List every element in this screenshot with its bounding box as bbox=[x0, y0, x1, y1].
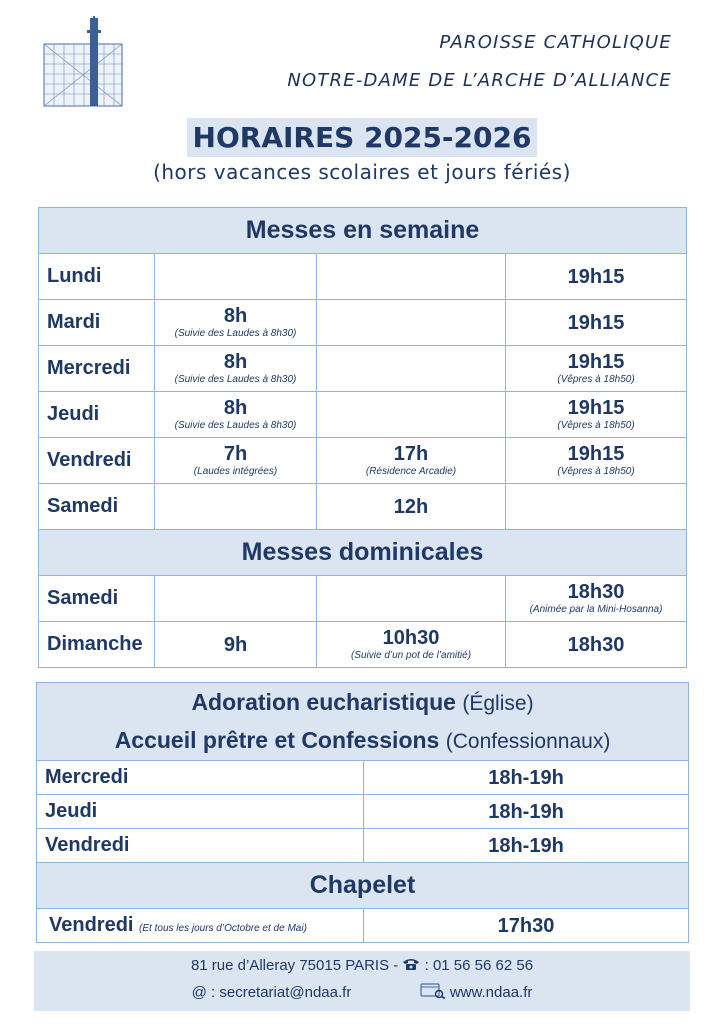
website[interactable]: www.ndaa.fr bbox=[449, 983, 533, 1001]
mass-cell-time: 17h bbox=[393, 443, 429, 465]
church-logo-icon bbox=[42, 16, 124, 108]
mass-cell-note: (Laudes intégrées) bbox=[193, 466, 278, 477]
mass-cell bbox=[506, 438, 687, 484]
weekday-rows bbox=[39, 254, 687, 530]
day-label: Mercredi bbox=[39, 346, 155, 392]
mass-cell-time: 10h30 bbox=[382, 627, 440, 649]
day-label: Samedi bbox=[39, 576, 155, 622]
footer bbox=[34, 951, 690, 1011]
mass-cell bbox=[317, 438, 506, 484]
day-label: Jeudi bbox=[39, 392, 155, 438]
mass-cell-time: 19h15 bbox=[567, 443, 625, 465]
mass-cell bbox=[317, 484, 506, 530]
footer-contact-line bbox=[34, 983, 690, 1003]
section-weekday-masses: Messes en semaine bbox=[39, 208, 687, 254]
email[interactable]: @ : secretariat@ndaa.fr bbox=[191, 983, 352, 1001]
adoration-heading: Adoration eucharistique (Église) bbox=[191, 688, 534, 715]
mass-cell-note: (Suivie d’un pot de l’amitié) bbox=[350, 650, 472, 661]
mass-cell bbox=[317, 300, 506, 346]
chapelet-row bbox=[37, 909, 689, 943]
parish-type: PAROISSE CATHOLIQUE bbox=[439, 32, 672, 53]
mass-cell-time: 18h30 bbox=[567, 581, 625, 603]
table-row bbox=[37, 761, 689, 795]
mass-cell bbox=[506, 300, 687, 346]
mass-cell bbox=[506, 576, 687, 622]
mass-cell bbox=[155, 346, 317, 392]
day-label: Mardi bbox=[39, 300, 155, 346]
section-chapelet: Chapelet bbox=[37, 863, 689, 909]
table-row bbox=[39, 576, 687, 622]
time-value: 18h-19h bbox=[364, 795, 689, 829]
chapelet-day-note: (Et tous les jours d’Octobre et de Mai) bbox=[139, 923, 307, 934]
time-value: 18h-19h bbox=[364, 761, 689, 795]
mass-cell bbox=[506, 392, 687, 438]
table-row bbox=[39, 392, 687, 438]
page-title: HORAIRES 2025-2026 bbox=[187, 118, 538, 157]
mass-cell bbox=[506, 484, 687, 530]
mass-cell-time: 12h bbox=[393, 495, 429, 518]
page-title-wrap bbox=[0, 118, 724, 157]
mass-cell bbox=[155, 392, 317, 438]
mass-cell bbox=[155, 438, 317, 484]
chapelet-day: Vendredi bbox=[49, 914, 134, 936]
table-row bbox=[39, 300, 687, 346]
mass-cell-time: 7h bbox=[223, 443, 248, 465]
mass-cell-time: 19h15 bbox=[567, 265, 625, 288]
section-sunday-masses: Messes dominicales bbox=[39, 530, 687, 576]
day-label: Samedi bbox=[39, 484, 155, 530]
day-label: Dimanche bbox=[39, 622, 155, 668]
day-label: Vendredi bbox=[39, 438, 155, 484]
phone-number[interactable]: : 01 56 56 62 56 bbox=[424, 957, 534, 974]
time-value: 18h-19h bbox=[364, 829, 689, 863]
mass-cell bbox=[317, 622, 506, 668]
day-label: Vendredi bbox=[37, 829, 364, 863]
mass-cell bbox=[317, 346, 506, 392]
table-row bbox=[37, 829, 689, 863]
day-label: Jeudi bbox=[37, 795, 364, 829]
website-icon bbox=[420, 983, 446, 1003]
table-row bbox=[37, 795, 689, 829]
mass-cell-time: 9h bbox=[223, 633, 248, 656]
address: 81 rue d’Alleray 75015 PARIS - bbox=[190, 957, 399, 974]
mass-cell bbox=[317, 254, 506, 300]
mass-cell-time: 19h15 bbox=[567, 351, 625, 373]
mass-cell-note: (Vêpres à 18h50) bbox=[557, 466, 635, 477]
mass-cell bbox=[155, 576, 317, 622]
footer-address-line bbox=[34, 957, 690, 975]
telephone-icon bbox=[402, 957, 420, 975]
mass-cell-time: 8h bbox=[223, 351, 248, 373]
table-row bbox=[39, 438, 687, 484]
mass-cell bbox=[317, 392, 506, 438]
mass-cell-note: (Vêpres à 18h50) bbox=[557, 374, 635, 385]
table-row bbox=[39, 346, 687, 392]
adoration-table bbox=[36, 682, 689, 943]
confession-heading: Accueil prêtre et Confessions (Confessionnaux) bbox=[114, 726, 611, 753]
mass-cell-time: 19h15 bbox=[567, 311, 625, 334]
parish-name: NOTRE-DAME DE L’ARCHE D’ALLIANCE bbox=[287, 70, 672, 91]
mass-cell-time: 8h bbox=[223, 397, 248, 419]
chapelet-time: 17h30 bbox=[364, 909, 689, 943]
mass-cell-note: (Suivie des Laudes à 8h30) bbox=[174, 374, 297, 385]
mass-cell bbox=[155, 300, 317, 346]
mass-cell bbox=[155, 622, 317, 668]
mass-cell-note: (Résidence Arcadie) bbox=[365, 466, 457, 477]
mass-cell bbox=[506, 346, 687, 392]
page-subtitle: (hors vacances scolaires et jours fériés) bbox=[153, 160, 571, 184]
mass-cell bbox=[506, 254, 687, 300]
mass-cell-time: 8h bbox=[223, 305, 248, 327]
mass-cell bbox=[155, 254, 317, 300]
table-row bbox=[39, 622, 687, 668]
mass-cell-time: 19h15 bbox=[567, 397, 625, 419]
adoration-rows bbox=[37, 761, 689, 863]
mass-cell bbox=[317, 576, 506, 622]
mass-cell bbox=[506, 622, 687, 668]
table-row bbox=[39, 254, 687, 300]
mass-cell-time: 18h30 bbox=[567, 633, 625, 656]
mass-cell-note: (Suivie des Laudes à 8h30) bbox=[174, 420, 297, 431]
masses-table bbox=[38, 207, 687, 668]
table-row bbox=[39, 484, 687, 530]
day-label: Lundi bbox=[39, 254, 155, 300]
mass-cell-note: (Vêpres à 18h50) bbox=[557, 420, 635, 431]
mass-cell-note: (Suivie des Laudes à 8h30) bbox=[174, 328, 297, 339]
section-adoration bbox=[37, 683, 689, 761]
day-label: Mercredi bbox=[37, 761, 364, 795]
mass-cell bbox=[155, 484, 317, 530]
chapelet-day-cell bbox=[37, 909, 364, 943]
mass-cell-note: (Animée par la Mini-Hosanna) bbox=[529, 604, 663, 615]
sunday-rows bbox=[39, 576, 687, 668]
